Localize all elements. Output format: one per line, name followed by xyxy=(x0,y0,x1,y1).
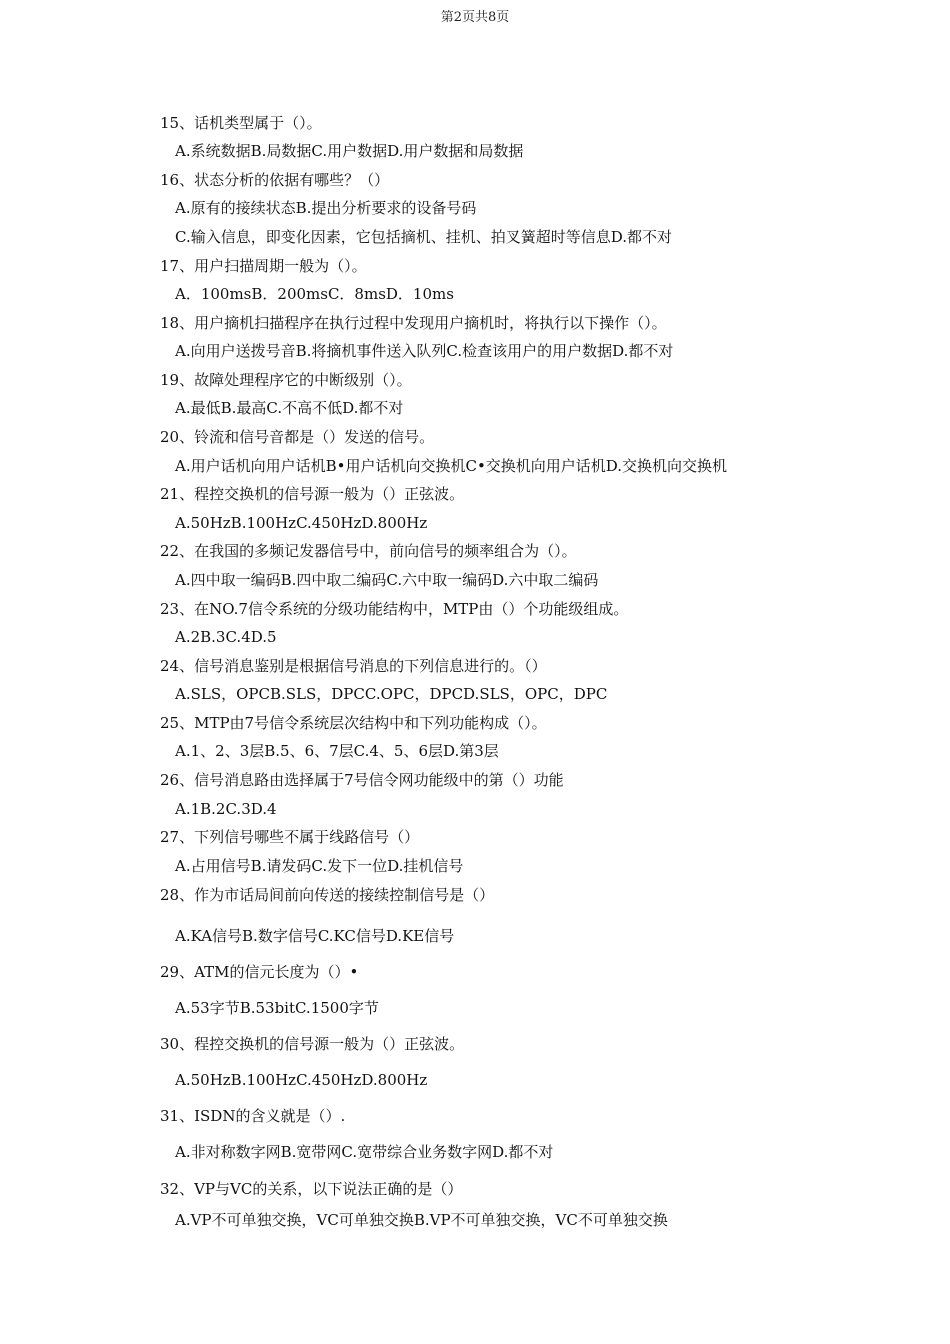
question-30: 30、程控交换机的信号源一般为（）正弦波。 xyxy=(160,1035,465,1053)
question-26: 26、信号消息路由选择属于7号信令网功能级中的第（）功能 xyxy=(160,771,564,789)
options-26: A.1B.2C.3D.4 xyxy=(175,800,277,818)
question-25: 25、MTP由7号信令系统层次结构中和下列功能构成（）。 xyxy=(160,714,547,732)
options-18: A.向用户送拨号音B.将摘机事件送入队列C.检查该用户的用户数据D.都不对 xyxy=(175,342,674,360)
question-20: 20、铃流和信号音都是（）发送的信号。 xyxy=(160,428,435,446)
options-21: A.50HzB.100HzC.450HzD.800Hz xyxy=(175,514,428,532)
question-16: 16、状态分析的依据有哪些？（） xyxy=(160,171,390,189)
options-30: A.50HzB.100HzC.450HzD.800Hz xyxy=(175,1071,428,1089)
options-24: A.SLS，OPCB.SLS，DPCC.OPC，DPCD.SLS，OPC，DPC xyxy=(175,685,608,703)
options-28: A.KA信号B.数字信号C.KC信号D.KE信号 xyxy=(175,927,455,945)
options-19: A.最低B.最高C.不高不低D.都不对 xyxy=(175,399,404,417)
question-23: 23、在NO.7信令系统的分级功能结构中，MTP由（）个功能级组成。 xyxy=(160,600,629,618)
options-32: A.VP不可单独交换，VC可单独交换B.VP不可单独交换，VC不可单独交换 xyxy=(175,1211,668,1229)
options-23: A.2B.3C.4D.5 xyxy=(175,628,277,646)
options-20: A.用户话机向用户话机B•用户话机向交换机C•交换机向用户话机D.交换机向交换机 xyxy=(175,457,728,475)
question-19: 19、故障处理程序它的中断级别（）。 xyxy=(160,371,412,389)
options-27: A.占用信号B.请发码C.发下一位D.挂机信号 xyxy=(175,857,464,875)
options-15: A.系统数据B.局数据C.用户数据D.用户数据和局数据 xyxy=(175,142,524,160)
question-31: 31、ISDN的含义就是（）. xyxy=(160,1107,346,1125)
question-17: 17、用户扫描周期一般为（）。 xyxy=(160,257,367,275)
question-29: 29、ATM的信元长度为（）• xyxy=(160,963,359,981)
options-31: A.非对称数字网B.宽带网C.宽带综合业务数字网D.都不对 xyxy=(175,1143,554,1161)
question-24: 24、信号消息鉴别是根据信号消息的下列信息进行的。（） xyxy=(160,657,547,675)
options-17: A．100msB．200msC．8msD．10ms xyxy=(175,285,454,303)
question-27: 27、下列信号哪些不属于线路信号（） xyxy=(160,828,420,846)
options-22: A.四中取一编码B.四中取二编码C.六中取一编码D.六中取二编码 xyxy=(175,571,599,589)
question-15: 15、话机类型属于（）。 xyxy=(160,114,322,132)
question-18: 18、用户摘机扫描程序在执行过程中发现用户摘机时，将执行以下操作（）。 xyxy=(160,314,667,332)
page-header: 第2页共8页 xyxy=(440,10,510,25)
options-16-line-1: A.原有的接续状态B.提出分析要求的设备号码 xyxy=(175,199,477,217)
question-22: 22、在我国的多频记发器信号中，前向信号的频率组合为（）。 xyxy=(160,542,577,560)
question-28: 28、作为市话局间前向传送的接续控制信号是（） xyxy=(160,886,495,904)
question-21: 21、程控交换机的信号源一般为（）正弦波。 xyxy=(160,485,465,503)
question-32: 32、VP与VC的关系，以下说法正确的是（） xyxy=(160,1180,463,1198)
options-25: A.1、2、3层B.5、6、7层C.4、5、6层D.第3层 xyxy=(175,742,499,760)
options-16-line-2: C.输入信息，即变化因素，它包括摘机、挂机、拍叉簧超时等信息D.都不对 xyxy=(175,228,672,246)
options-29: A.53字节B.53bitC.1500字节 xyxy=(175,999,379,1017)
